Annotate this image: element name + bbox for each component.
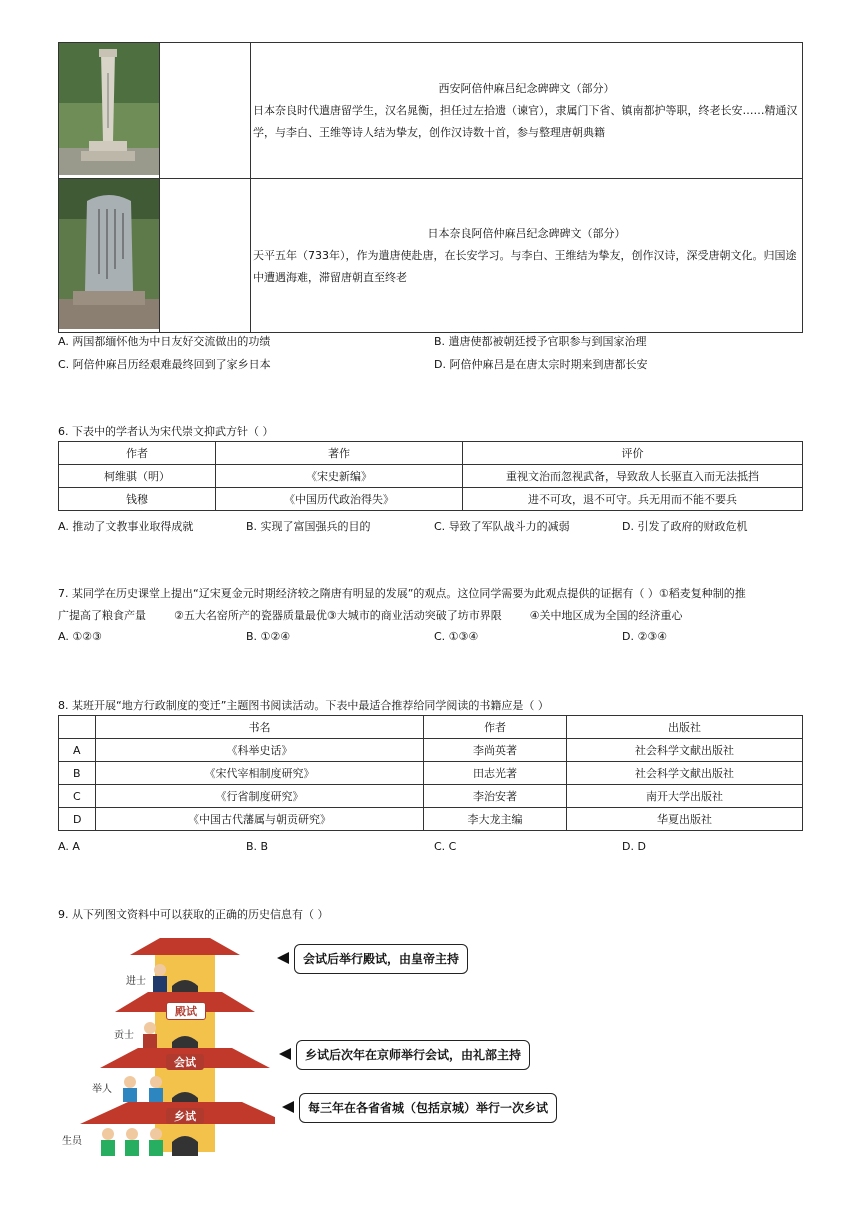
q8-cell: 社会科学文献出版社 — [567, 762, 803, 785]
tier-label-jinshi: 进士 — [126, 976, 146, 987]
q7-stem-line2: 广提高了粮食产量 ②五大名窑所产的瓷器质量最优③大城市的商业活动突破了坊市界限 ④关中地区成为全国的经济重心 — [58, 609, 683, 622]
q8-cell: 《科举史话》 — [96, 739, 424, 762]
q8-table — [58, 715, 803, 831]
q8-cell: 李尚英著 — [424, 739, 567, 762]
q6-option-c[interactable]: C. 导致了军队战斗力的减弱 — [434, 520, 570, 533]
q6-stem: 6. 下表中的学者认为宋代崇文抑武方针（ ） — [58, 425, 274, 438]
q5-option-c[interactable]: C. 阿倍仲麻吕历经艰难最终回到了家乡日本 — [58, 358, 271, 371]
callout-dianshi: 会试后举行殿试，由皇帝主持 — [294, 944, 468, 974]
q8-cell: B — [59, 762, 96, 785]
arrow-left-icon — [277, 952, 289, 964]
arrow-left-icon — [282, 1101, 294, 1113]
q5-option-a[interactable]: A. 两国都缅怀他为中日友好交流做出的功绩 — [58, 335, 271, 348]
q6-cell: 《中国历代政治得失》 — [216, 488, 463, 511]
callout-xiangshi: 每三年在各省省城（包括京城）举行一次乡试 — [299, 1093, 557, 1123]
q5-option-b[interactable]: B. 遣唐使都被朝廷授予官职参与到国家治理 — [434, 335, 647, 348]
q7-stem-line1: 7. 某同学在历史课堂上提出“辽宋夏金元时期经济较之隋唐有明显的发展”的观点。这位同学需要为此观点提供的证据有（ ）①稻麦复种制的推 — [58, 587, 746, 600]
q6-header-work: 著作 — [216, 442, 463, 465]
q8-cell: 李治安著 — [424, 785, 567, 808]
q8-cell: D — [59, 808, 96, 831]
q5-row1-text-cell — [251, 43, 803, 179]
q8-header-publisher: 出版社 — [567, 716, 803, 739]
q8-option-c[interactable]: C. C — [434, 840, 457, 853]
nara-stele-photo-icon — [59, 179, 159, 329]
q6-header-comment: 评价 — [463, 442, 803, 465]
q8-cell: A — [59, 739, 96, 762]
sign-xiangshi: 乡试 — [166, 1108, 204, 1124]
q8-header-label — [59, 716, 96, 739]
q5-row1-text: 日本奈良时代遣唐留学生，汉名晁衡，担任过左拾遗（谏官），隶属门下省、镇南都护等职，终老长安……精通汉学，与李白、王维等诗人结为挚友，创作汉诗数十首，参与整理唐朝典籍 — [253, 103, 798, 139]
q5-row1-heading: 西安阿倍仲麻吕纪念碑碑文（部分） — [438, 81, 615, 95]
q7-option-d[interactable]: D. ②③④ — [622, 630, 668, 643]
q8-option-b[interactable]: B. B — [246, 840, 269, 853]
q6-cell: 重视文治而忽视武备，导致敌人长驱直入而无法抵挡 — [463, 465, 803, 488]
tier-label-juren: 举人 — [92, 1084, 112, 1095]
q8-header-title: 书名 — [96, 716, 424, 739]
q6-cell: 钱穆 — [59, 488, 216, 511]
q8-cell: 《宋代宰相制度研究》 — [96, 762, 424, 785]
q6-option-a[interactable]: A. 推动了文教事业取得成就 — [58, 520, 194, 533]
q6-option-d[interactable]: D. 引发了政府的财政危机 — [622, 520, 748, 533]
q6-header-author: 作者 — [59, 442, 216, 465]
q7-option-a[interactable]: A. ①②③ — [58, 630, 102, 643]
q8-header-author: 作者 — [424, 716, 567, 739]
sign-huishi: 会试 — [166, 1054, 204, 1070]
q5-table — [58, 42, 803, 333]
q8-cell: 《行省制度研究》 — [96, 785, 424, 808]
q8-cell: 华夏出版社 — [567, 808, 803, 831]
q8-cell: C — [59, 785, 96, 808]
q5-option-d[interactable]: D. 阿倍仲麻吕是在唐太宗时期来到唐都长安 — [434, 358, 648, 371]
q6-cell: 柯维骐（明） — [59, 465, 216, 488]
q8-cell: 田志光著 — [424, 762, 567, 785]
tier-label-gongshi: 贡士 — [114, 1030, 134, 1041]
q8-stem: 8. 某班开展“地方行政制度的变迁”主题图书阅读活动。下表中最适合推荐给同学阅读的书籍应是（ ） — [58, 699, 549, 712]
q5-row2-text-cell — [251, 179, 803, 333]
tier-label-shengyuan: 生员 — [62, 1136, 82, 1147]
q6-cell: 《宋史新编》 — [216, 465, 463, 488]
q9-stem: 9. 从下列图文资料中可以获取的正确的历史信息有（ ） — [58, 908, 329, 921]
q8-cell: 南开大学出版社 — [567, 785, 803, 808]
q6-option-b[interactable]: B. 实现了富国强兵的目的 — [246, 520, 371, 533]
q8-cell: 《中国古代藩属与朝贡研究》 — [96, 808, 424, 831]
exam-pagoda-illustration — [60, 930, 275, 1156]
q8-cell: 李大龙主编 — [424, 808, 567, 831]
empty-cell — [160, 43, 251, 179]
q5-row2-heading: 日本奈良阿倍仲麻吕纪念碑碑文（部分） — [427, 226, 626, 240]
q8-cell: 社会科学文献出版社 — [567, 739, 803, 762]
arrow-left-icon — [279, 1048, 291, 1060]
xian-stele-image — [59, 43, 160, 179]
sign-dianshi: 殿试 — [166, 1002, 206, 1020]
q8-option-d[interactable]: D. D — [622, 840, 646, 853]
q5-row2-text: 天平五年（733年），作为遣唐使赴唐，在长安学习。与李白、王维结为挚友，创作汉诗，深受唐朝文化。归国途中遭遇海难，滞留唐朝直至终老 — [253, 248, 797, 284]
q6-cell: 进不可攻，退不可守。兵无用而不能不要兵 — [463, 488, 803, 511]
empty-cell — [160, 179, 251, 333]
q8-option-a[interactable]: A. A — [58, 840, 80, 853]
q6-table — [58, 441, 803, 511]
callout-huishi: 乡试后次年在京师举行会试，由礼部主持 — [296, 1040, 530, 1070]
xian-stele-photo-icon — [59, 43, 159, 175]
nara-stele-image — [59, 179, 160, 333]
q7-option-c[interactable]: C. ①③④ — [434, 630, 479, 643]
q7-option-b[interactable]: B. ①②④ — [246, 630, 291, 643]
